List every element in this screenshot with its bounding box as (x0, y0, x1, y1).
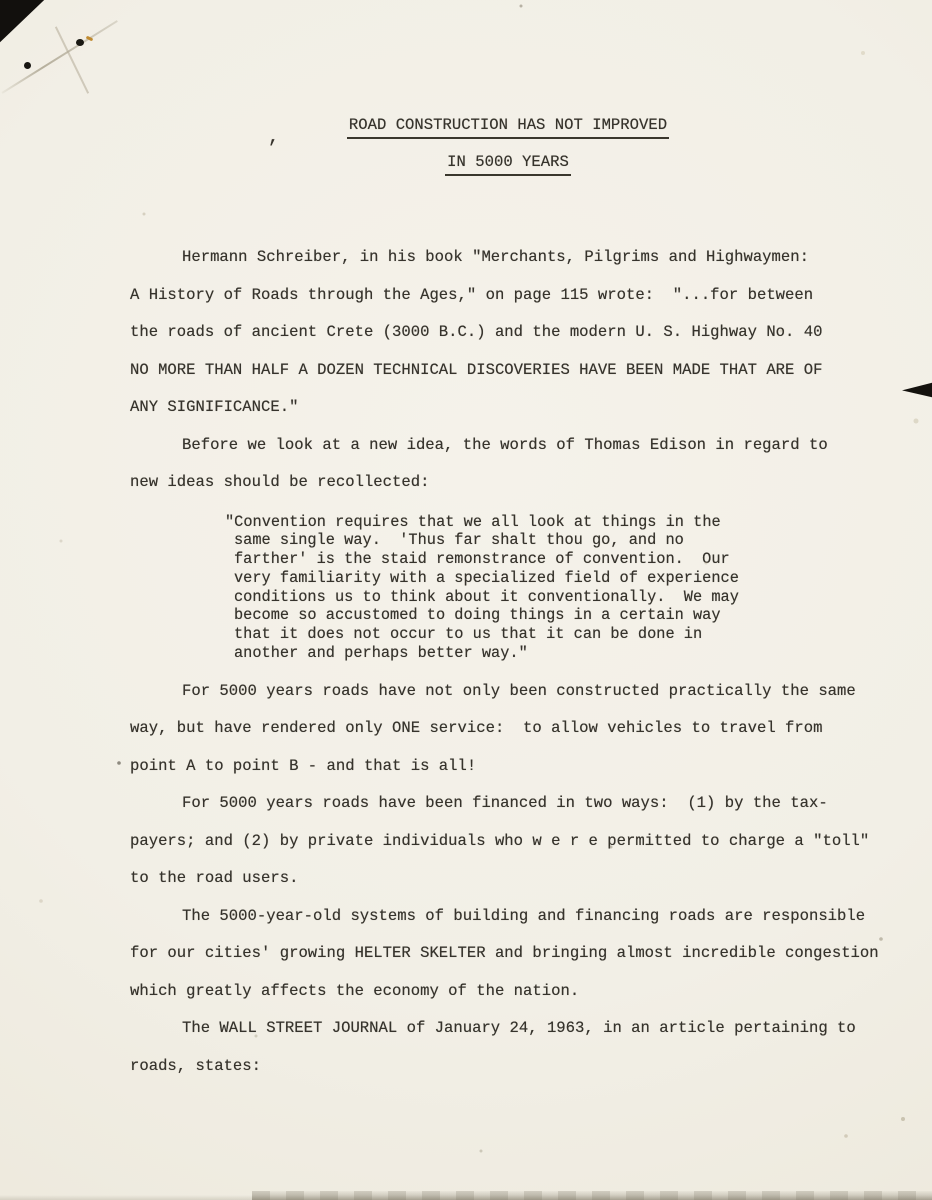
paragraph (130, 898, 879, 1011)
text-line: farther' is the staid remonstrance of convention. Our (234, 550, 730, 569)
text-line: way, but have rendered only ONE service: to allow vehicles to travel from (130, 719, 823, 738)
paper-crease-line (1, 20, 117, 94)
paragraph (130, 427, 870, 502)
text-line: The WALL STREET JOURNAL of January 24, 1963, in an article pertaining to (182, 1019, 856, 1038)
text-line: The 5000-year-old systems of building and financing roads are responsible (182, 906, 866, 925)
text-line: another and perhaps better way." (234, 644, 528, 663)
text-line: For 5000 years roads have been financed in two ways: (1) by the tax- (182, 794, 828, 813)
title-line-1-text: ROAD CONSTRUCTION HAS NOT IMPROVED (347, 116, 669, 139)
paper-crease-line-2 (55, 26, 89, 93)
paragraph (130, 673, 870, 786)
text-line: A History of Roads through the Ages," on page 115 wrote: "...for between (130, 285, 814, 304)
paragraph (130, 1010, 870, 1085)
text-line: payers; and (2) by private individuals who w e r e permitted to charge a "toll" (130, 831, 870, 850)
text-line: roads, states: (130, 1056, 262, 1075)
stray-type-mark: , (268, 126, 280, 148)
title-line-1 (84, 116, 932, 153)
paragraph (130, 239, 870, 427)
text-line: become so accustomed to doing things in a certain way (234, 606, 721, 625)
corner-fold-shadow (0, 0, 47, 44)
text-line: NO MORE THAN HALF A DOZEN TECHNICAL DISCOVERIES HAVE BEEN MADE THAT ARE OF (130, 360, 823, 379)
text-line: the roads of ancient Crete (3000 B.C.) and the modern U. S. Highway No. 40 (130, 323, 823, 341)
text-line: which greatly affects the economy of the nation. (130, 981, 580, 1000)
text-line: Hermann Schreiber, in his book "Merchants, Pilgrims and Highwaymen: (182, 248, 809, 266)
text-line: point A to point B - and that is all! (130, 756, 477, 775)
text-line: for our cities' growing HELTER SKELTER and bringing almost incredible congestion (130, 944, 879, 963)
block-quote (225, 512, 870, 663)
document-title (84, 116, 932, 190)
text-line: ANY SIGNIFICANCE." (130, 398, 299, 416)
paper-bottom-edge-shadow (252, 1191, 932, 1200)
text-line: conditions us to think about it conventionally. We may (234, 587, 739, 606)
document-body (130, 239, 879, 1085)
title-line-2 (84, 153, 932, 190)
text-line: new ideas should be recollected: (130, 473, 430, 491)
title-line-2-text: IN 5000 YEARS (445, 153, 571, 176)
text-line: that it does not occur to us that it can be done in (234, 625, 703, 644)
ink-blot (24, 62, 31, 69)
text-line: Before we look at a new idea, the words of Thomas Edison in regard to (182, 435, 828, 454)
text-line: same single way. 'Thus far shalt thou go, and no (234, 531, 684, 550)
paragraph (130, 785, 870, 898)
text-line: very familiarity with a specialized field of experience (234, 568, 739, 587)
text-line: "Convention requires that we all look at things in the (225, 512, 721, 531)
ink-blot (76, 39, 84, 46)
text-line: to the road users. (130, 869, 299, 888)
margin-arrow-mark (902, 381, 932, 399)
paper-speckles (0, 0, 2, 2)
paper-bottom-edge-shadow-left (0, 1195, 252, 1200)
text-line: For 5000 years roads have not only been constructed practically the same (182, 681, 856, 700)
